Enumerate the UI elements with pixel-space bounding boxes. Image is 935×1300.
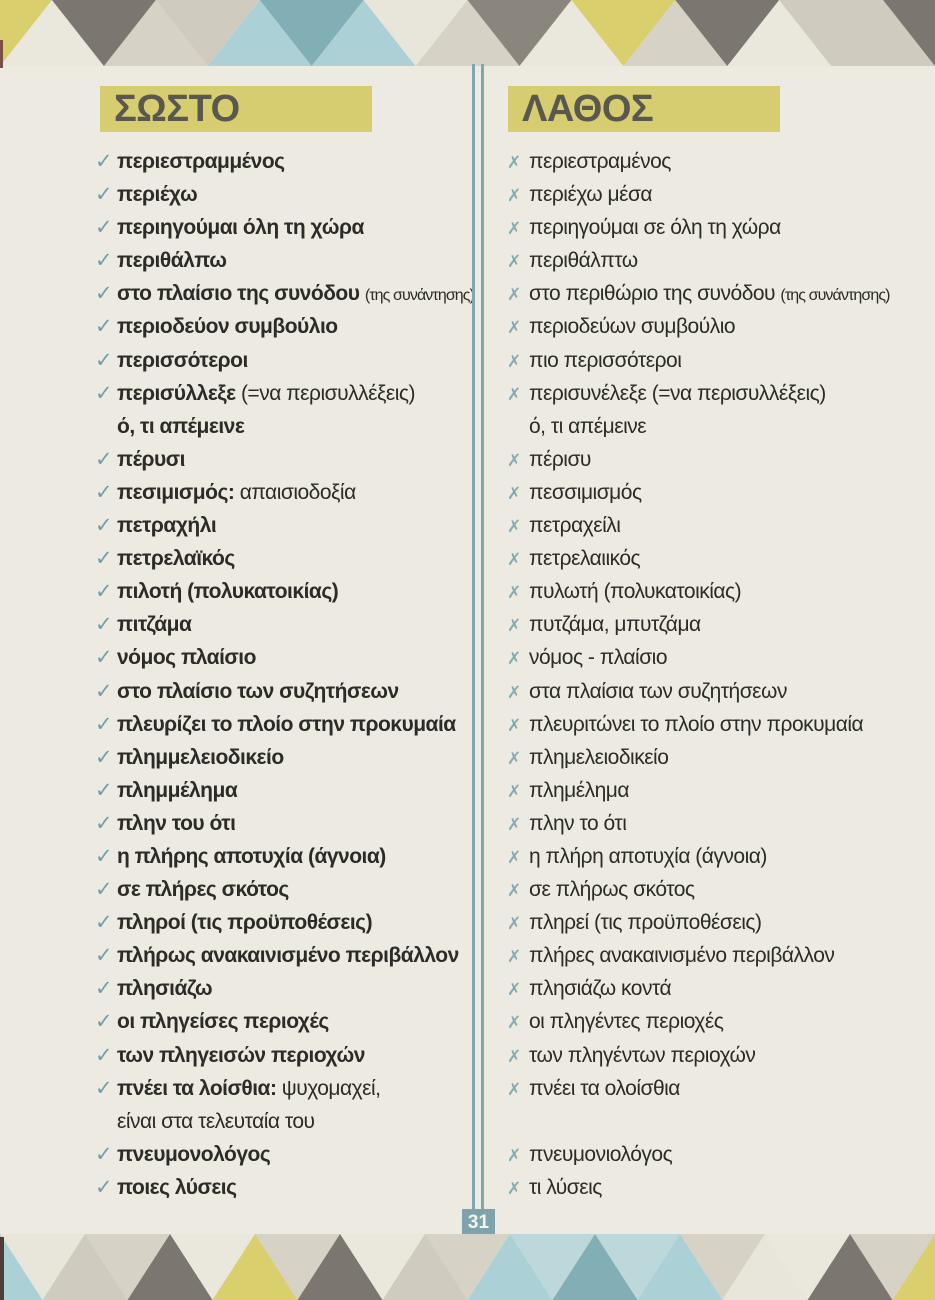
list-item-continuation bbox=[507, 410, 929, 443]
list-item bbox=[507, 145, 929, 178]
item-text: περισυνέλεξε (=να περισυλλέξεις) bbox=[529, 381, 826, 405]
item-text: των πληγέντων περιοχών bbox=[529, 1043, 756, 1067]
list-item bbox=[507, 575, 929, 608]
list-item bbox=[507, 873, 929, 906]
cross-icon: ✗ bbox=[507, 384, 521, 405]
cross-icon: ✗ bbox=[507, 1178, 521, 1199]
list-item bbox=[507, 509, 929, 542]
list-item bbox=[507, 310, 929, 343]
list-item bbox=[507, 277, 929, 310]
cross-icon: ✗ bbox=[507, 715, 521, 736]
list-item bbox=[507, 906, 929, 939]
item-text: στο πλαίσιο της συνόδου bbox=[117, 282, 365, 306]
item-text: πλημελειοδικείο bbox=[529, 745, 669, 769]
check-icon: ✓ bbox=[95, 579, 113, 604]
list-item bbox=[507, 1171, 929, 1204]
check-icon: ✓ bbox=[95, 546, 113, 571]
list-item bbox=[95, 939, 475, 972]
check-icon: ✓ bbox=[95, 314, 113, 339]
list-item bbox=[95, 873, 475, 906]
list-item bbox=[95, 972, 475, 1005]
item-text: ποιες λύσεις bbox=[117, 1175, 237, 1199]
item-text: πνέει τα λοίσθια: bbox=[117, 1076, 282, 1100]
item-text: των πληγεισών περιοχών bbox=[117, 1043, 365, 1067]
item-text: ψυχομαχεί, bbox=[281, 1076, 381, 1100]
item-text: περισσότεροι bbox=[117, 348, 248, 372]
check-icon: ✓ bbox=[95, 645, 113, 670]
check-icon: ✓ bbox=[95, 1174, 113, 1199]
list-item bbox=[507, 211, 929, 244]
item-text: περιέχω bbox=[117, 183, 198, 207]
cross-icon: ✗ bbox=[507, 550, 521, 571]
item-text: περιθάλπτω bbox=[529, 249, 638, 273]
list-item bbox=[95, 145, 475, 178]
cross-icon: ✗ bbox=[507, 781, 521, 802]
page-number-badge: 31 bbox=[462, 1209, 495, 1236]
item-text: πετρελαιικός bbox=[529, 547, 641, 571]
list-item bbox=[507, 675, 929, 708]
wrong-header-title: ΛΑΘΟΣ bbox=[522, 88, 654, 130]
list-item bbox=[95, 344, 475, 377]
check-icon: ✓ bbox=[95, 612, 113, 637]
cross-icon: ✗ bbox=[507, 351, 521, 372]
item-text: πνέει τα ολοίσθια bbox=[529, 1076, 680, 1100]
item-text: σε πλήρες σκότος bbox=[117, 878, 289, 902]
correct-list bbox=[95, 145, 475, 1204]
item-text: περισύλλεξε bbox=[117, 381, 241, 405]
cross-icon: ✗ bbox=[507, 616, 521, 637]
item-text: περιεστραμένος bbox=[529, 150, 671, 173]
list-item bbox=[507, 1005, 929, 1038]
item-text: πετρελαϊκός bbox=[117, 547, 235, 571]
item-text: στο πλαίσιο των συζητήσεων bbox=[117, 679, 399, 703]
list-item bbox=[507, 807, 929, 840]
list-item bbox=[95, 906, 475, 939]
check-icon: ✓ bbox=[95, 347, 113, 372]
item-text: πετραχείλι bbox=[529, 514, 621, 538]
list-item bbox=[507, 377, 929, 410]
cross-icon: ✗ bbox=[507, 1145, 521, 1166]
item-text: πετραχήλι bbox=[117, 514, 217, 538]
wrong-list bbox=[507, 145, 929, 1204]
cross-icon: ✗ bbox=[507, 881, 521, 902]
item-text: πλησιάζω κοντά bbox=[529, 977, 672, 1001]
item-text: οι πληγείσες περιοχές bbox=[117, 1010, 329, 1034]
item-text: πλημέλημα bbox=[529, 778, 630, 802]
cross-icon: ✗ bbox=[507, 450, 521, 471]
list-item bbox=[507, 443, 929, 476]
list-item bbox=[95, 443, 475, 476]
check-icon: ✓ bbox=[95, 215, 113, 240]
item-text: πλημμελειοδικείο bbox=[117, 745, 284, 769]
check-icon: ✓ bbox=[95, 744, 113, 769]
item-text: πλημμέλημα bbox=[117, 778, 238, 802]
item-text: η πλήρη αποτυχία (άγνοια) bbox=[529, 844, 767, 868]
item-text: πληρεί (τις προϋποθέσεις) bbox=[529, 911, 762, 935]
list-item bbox=[95, 244, 475, 277]
list-item bbox=[507, 741, 929, 774]
check-icon: ✓ bbox=[95, 711, 113, 736]
check-icon: ✓ bbox=[95, 380, 113, 405]
item-text: περιθάλπω bbox=[117, 249, 227, 273]
check-icon: ✓ bbox=[95, 877, 113, 902]
check-icon: ✓ bbox=[95, 281, 113, 306]
list-item bbox=[507, 344, 929, 377]
list-item bbox=[507, 476, 929, 509]
list-item bbox=[507, 774, 929, 807]
cross-icon: ✗ bbox=[507, 318, 521, 339]
item-text: οι πληγέντες περιοχές bbox=[529, 1010, 724, 1034]
cross-icon: ✗ bbox=[507, 914, 521, 935]
item-text: πλην το ότι bbox=[529, 811, 627, 835]
item-text: πλευρίζει το πλοίο στην προκυμαία bbox=[117, 712, 456, 736]
list-item bbox=[95, 608, 475, 641]
cross-icon: ✗ bbox=[507, 1079, 521, 1100]
list-item bbox=[95, 1039, 475, 1072]
list-item bbox=[95, 774, 475, 807]
item-text: πνευμονολόγος bbox=[117, 1142, 271, 1166]
cross-icon: ✗ bbox=[507, 1046, 521, 1067]
item-text: ό, τι απέμεινε bbox=[529, 414, 647, 438]
item-text: πεσσιμισμός bbox=[529, 480, 642, 504]
item-text: πυλωτή (πολυκατοικίας) bbox=[529, 580, 742, 604]
item-text: πέρυσι bbox=[117, 447, 185, 471]
cross-icon: ✗ bbox=[507, 517, 521, 538]
item-text: περιέχω μέσα bbox=[529, 183, 653, 207]
list-item bbox=[95, 675, 475, 708]
item-text: πεσιμισμός: bbox=[117, 480, 240, 504]
list-item bbox=[95, 708, 475, 741]
cross-icon: ✗ bbox=[507, 980, 521, 1001]
item-text: τι λύσεις bbox=[529, 1175, 602, 1199]
item-text: νόμος πλαίσιο bbox=[117, 646, 256, 670]
top-triangle-border bbox=[0, 0, 935, 66]
list-item bbox=[507, 1039, 929, 1072]
check-icon: ✓ bbox=[95, 976, 113, 1001]
list-item bbox=[507, 708, 929, 741]
list-spacer bbox=[507, 1105, 929, 1138]
list-item bbox=[95, 211, 475, 244]
list-item bbox=[95, 476, 475, 509]
list-item bbox=[95, 741, 475, 774]
item-text: πνευμονιολόγος bbox=[529, 1142, 673, 1166]
list-item bbox=[507, 939, 929, 972]
item-text: απαισιοδοξία bbox=[239, 480, 356, 504]
item-text: πληροί (τις προϋποθέσεις) bbox=[117, 911, 373, 935]
item-text: είναι στα τελευταία του bbox=[117, 1109, 315, 1133]
item-text: περιεστραμμένος bbox=[117, 150, 285, 173]
item-text: περιοδεύων συμβούλιο bbox=[529, 315, 736, 339]
check-icon: ✓ bbox=[95, 513, 113, 538]
item-text: (της συνάντησης) bbox=[364, 287, 475, 305]
list-item bbox=[507, 244, 929, 277]
list-item bbox=[95, 1072, 475, 1105]
list-item bbox=[507, 608, 929, 641]
list-item bbox=[95, 178, 475, 211]
cross-icon: ✗ bbox=[507, 1013, 521, 1034]
check-icon: ✓ bbox=[95, 446, 113, 471]
item-text: (της συνάντησης) bbox=[780, 287, 890, 305]
item-text: πέρισυ bbox=[529, 447, 591, 471]
item-text: πλήρες ανακαινισμένο περιβάλλον bbox=[529, 944, 835, 968]
list-item bbox=[507, 1072, 929, 1105]
check-icon: ✓ bbox=[95, 1141, 113, 1166]
correct-header bbox=[100, 86, 372, 132]
wrong-header bbox=[508, 86, 780, 132]
check-icon: ✓ bbox=[95, 810, 113, 835]
list-item bbox=[507, 972, 929, 1005]
list-item bbox=[95, 840, 475, 873]
list-item bbox=[95, 310, 475, 343]
list-item bbox=[95, 1171, 475, 1204]
item-text: στο περιθώριο της συνόδου bbox=[529, 282, 781, 306]
check-icon: ✓ bbox=[95, 1042, 113, 1067]
item-text: πλευριτώνει το πλοίο στην προκυμαία bbox=[529, 712, 864, 736]
item-text: πλήρως ανακαινισμένο περιβάλλον bbox=[117, 944, 459, 968]
list-item bbox=[95, 1005, 475, 1038]
item-text: πιτζάμα bbox=[117, 613, 192, 637]
list-item bbox=[507, 840, 929, 873]
item-text: περιοδεύον συμβούλιο bbox=[117, 315, 338, 339]
item-text: ό, τι απέμεινε bbox=[117, 414, 245, 438]
bottom-triangle-border bbox=[0, 1234, 935, 1300]
list-item bbox=[95, 509, 475, 542]
cross-icon: ✗ bbox=[507, 583, 521, 604]
column-divider bbox=[472, 64, 484, 1209]
list-item bbox=[95, 377, 475, 410]
book-edge-shadow-top bbox=[0, 40, 3, 68]
check-icon: ✓ bbox=[95, 248, 113, 273]
check-icon: ✓ bbox=[95, 777, 113, 802]
list-item bbox=[95, 542, 475, 575]
check-icon: ✓ bbox=[95, 479, 113, 504]
item-text: (=να περισυλλέξεις) bbox=[240, 381, 415, 405]
item-text: πιλοτή (πολυκατοικίας) bbox=[117, 580, 339, 604]
item-text: πλησιάζω bbox=[117, 977, 213, 1001]
list-item bbox=[507, 641, 929, 674]
cross-icon: ✗ bbox=[507, 483, 521, 504]
cross-icon: ✗ bbox=[507, 153, 521, 173]
check-icon: ✓ bbox=[95, 182, 113, 207]
item-text: πυτζάμα, μπυτζάμα bbox=[529, 613, 701, 637]
check-icon: ✓ bbox=[95, 910, 113, 935]
list-item-continuation bbox=[95, 1105, 475, 1138]
cross-icon: ✗ bbox=[507, 186, 521, 207]
item-text: περιηγούμαι όλη τη χώρα bbox=[117, 216, 364, 240]
list-item bbox=[95, 575, 475, 608]
cross-icon: ✗ bbox=[507, 252, 521, 273]
book-edge-shadow-bottom bbox=[0, 1237, 4, 1300]
item-text: στα πλαίσια των συζητήσεων bbox=[529, 679, 787, 703]
check-icon: ✓ bbox=[95, 678, 113, 703]
list-item-continuation bbox=[95, 410, 475, 443]
list-item bbox=[95, 1138, 475, 1171]
check-icon: ✓ bbox=[95, 943, 113, 968]
check-icon: ✓ bbox=[95, 1075, 113, 1100]
cross-icon: ✗ bbox=[507, 748, 521, 769]
item-text: περιηγούμαι σε όλη τη χώρα bbox=[529, 216, 781, 240]
item-text: πιο περισσότεροι bbox=[529, 348, 682, 372]
cross-icon: ✗ bbox=[507, 847, 521, 868]
cross-icon: ✗ bbox=[507, 682, 521, 703]
cross-icon: ✗ bbox=[507, 285, 521, 306]
list-item bbox=[507, 542, 929, 575]
list-item bbox=[95, 641, 475, 674]
check-icon: ✓ bbox=[95, 843, 113, 868]
list-item bbox=[95, 277, 475, 310]
item-text: πλην του ότι bbox=[117, 811, 236, 835]
cross-icon: ✗ bbox=[507, 649, 521, 670]
check-icon: ✓ bbox=[95, 1009, 113, 1034]
item-text: νόμος - πλαίσιο bbox=[529, 646, 668, 670]
list-item bbox=[95, 807, 475, 840]
check-icon: ✓ bbox=[95, 149, 113, 173]
cross-icon: ✗ bbox=[507, 219, 521, 240]
cross-icon: ✗ bbox=[507, 947, 521, 968]
item-text: σε πλήρως σκότος bbox=[529, 878, 695, 902]
correct-header-title: ΣΩΣΤΟ bbox=[114, 88, 240, 130]
list-item bbox=[507, 178, 929, 211]
cross-icon: ✗ bbox=[507, 814, 521, 835]
list-item bbox=[507, 1138, 929, 1171]
item-text: η πλήρης αποτυχία (άγνοια) bbox=[117, 844, 386, 868]
